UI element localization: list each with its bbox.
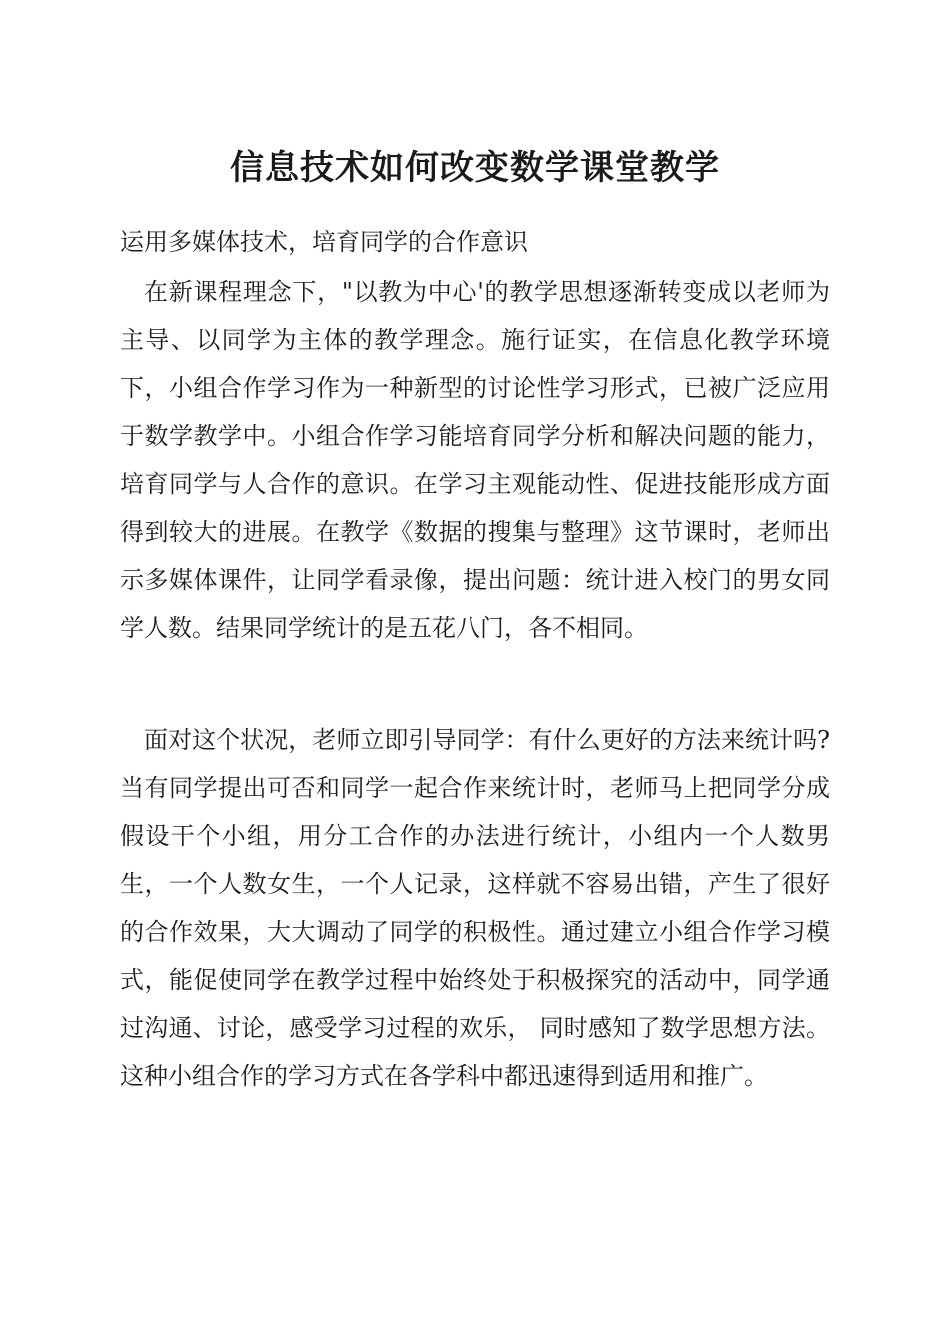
paragraph-2: 面对这个状况，老师立即引导同学：有什么更好的方法来统计吗?当有同学提出可否和同学一起合作来统计时，老师马上把同学分成假设干个小组，用分工合作的办法进行统计，小组内一个人数男生，一个人数女生，一个人记录，这样就不容易出错，产生了很好的合作效果，大大调动了同学的积极性。通过建立小组合作学习模式，能促使同学在教学过程中始终处于积极探究的活动中，同学通过沟通、讨论，感受学习过程的欢乐， 同时感知了数学思想方法。这种小组合作的学习方式在各学科中都迅速得到适用和推广。 xyxy=(120,726,830,1090)
paragraph-1: 在新课程理念下，"以教为中心'的教学思想逐渐转变成以老师为主导、以同学为主体的教学理念。施行证实，在信息化教学环境下，小组合作学习作为一种新型的讨论性学习形式，已被广泛应用于数学教学中。小组合作学习能培育同学分析和解决问题的能力，培育同学与人合作的意识。在学习主观能动性、促进技能形成方面得到较大的进展。在教学《数据的搜集与整理》这节课时，老师出示多媒体课件，让同学看录像，提出问题：统计进入校门的男女同学人数。结果同学统计的是五花八门，各不相同。 xyxy=(120,278,830,642)
document-title: 信息技术如何改变数学课堂教学 xyxy=(230,148,720,188)
section-heading: 运用多媒体技术，培育同学的合作意识 xyxy=(120,228,528,256)
